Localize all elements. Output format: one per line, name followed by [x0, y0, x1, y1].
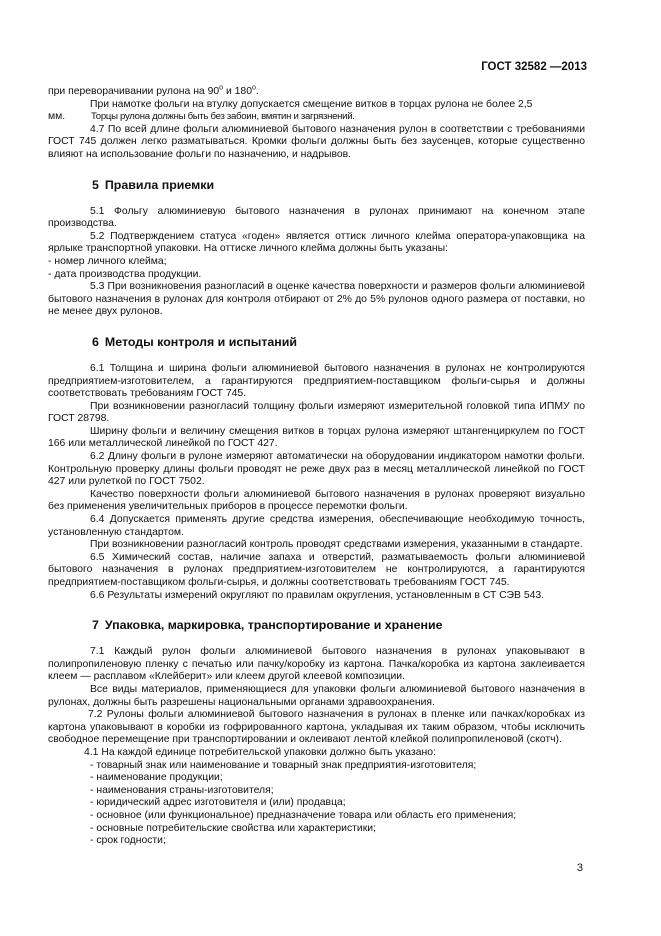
- list-item: - дата производства продукции.: [48, 268, 202, 280]
- paragraph: Качество поверхности фольги алюминиевой бытового назначения в рулонах проверяют визуально без применения увеличительных приборов в процессе перемотки фольги.: [48, 488, 585, 513]
- section-heading: 5 Правила приемки: [92, 177, 215, 192]
- list-item: - наименования страны-изготовителя;: [90, 784, 274, 796]
- page-content: [48, 86, 585, 848]
- paragraph: 4.7 По всей длине фольги алюминиевой бытового назначения рулон в соответствии с требованиями ГОСТ 745 должен легко разматываться. Кромки фольги должны быть без заусенцев, которые существенно влияют на использование фольги по назначению, и надрывов.: [48, 123, 585, 160]
- paragraph: При возникновении разногласий контроль проводят средствами измерения, указанными в стандарте.: [90, 539, 583, 551]
- paragraph: Ширину фольги и величину смещения витков в торцах рулона измеряют штангенциркулем по ГОСТ 166 или металлической линейкой по ГОСТ 427.: [48, 425, 585, 450]
- paragraph: 6.5 Химический состав, наличие запаха и отверстий, разматываемость фольги алюминиевой бытового назначения в рулонах предприятием-изготовителем не контролируются, а гарантируются предприятием-поставщиком фольги-сырья, и должны соответствовать требованиям ГОСТ 745.: [48, 551, 585, 588]
- list-item: - наименование продукции;: [90, 772, 223, 784]
- paragraph: 6.6 Результаты измерений округляют по правилам округления, установленным в СТ СЭВ 543.: [90, 589, 545, 601]
- paragraph: 5.2 Подтверждением статуса «годен» является оттиск личного клейма оператора-упаковщика на ярлыке транспортной упаковки. На оттиске личного клейма должны быть указаны:: [48, 230, 585, 255]
- list-item: - основное (или функциональное) предназначение товара или область его применения;: [90, 809, 517, 821]
- document-code: ГОСТ 32582 —2013: [481, 61, 587, 73]
- paragraph: 6.4 Допускается применять другие средства измерения, обеспечивающие необходимую точность, установленную стандартом.: [48, 514, 585, 538]
- paragraph: 6.2 Длину фольги в рулоне измеряют автоматически на оборудовании индикатором намотки фольги. Контрольную проверку длины фольги проводят не реже двух раз в месяц металлической линейкой по ГОСТ 427 или рулеткой по ГОСТ 7502.: [48, 451, 585, 488]
- list-item: - юридический адрес изготовителя и (или) продавца;: [90, 797, 346, 809]
- paragraph: При возникновении разногласий толщину фольги измеряют измерительной головкой типа ИПМУ по ГОСТ 28798.: [48, 400, 585, 425]
- list-item: - срок годности;: [90, 835, 166, 847]
- paragraph: 5.1 Фольгу алюминиевую бытового назначения в рулонах принимают на конечном этапе производства.: [48, 205, 585, 230]
- paragraph: Все виды материалов, применяющиеся для упаковки фольги алюминиевой бытового назначения в рулонах, должны быть разрешены национальными органами здравоохранения.: [48, 683, 585, 708]
- paragraph: 4.1 На каждой единице потребительской упаковки должно быть указано:: [84, 746, 436, 758]
- list-item: - товарный знак или наименование и товарный знак предприятия-изготовителя;: [90, 759, 477, 771]
- paragraph: при переворачивании рулона на 90$^o$ и 180$^o$.: [48, 84, 259, 97]
- paragraph: 7.1 Каждый рулон фольги алюминиевой бытового назначения в рулонах упаковывают в полипропиленовую пленку с печатью или пачку/коробку из картона. Пачка/коробка из картона заклеивается клеем — расплавом «Клейберит» или клеем другой клеевой композиции.: [48, 646, 585, 683]
- section-heading: 6 Методы контроля и испытаний: [92, 334, 297, 349]
- paragraph: мм. Торцы рулона должны быть без забоин, вмятин и загрязнений.: [48, 111, 355, 123]
- list-item: - основные потребительские свойства или характеристики;: [90, 822, 376, 834]
- paragraph: 7.2 Рулоны фольги алюминиевой бытового назначения в рулонах в пленке или пачках/коробках из картона упаковывают в коробки из гофрированного картона, укладывая их таким образом, чтобы исключить свободное перемещение при транспортировании и оклеивают лентой клейкой полипропиленовой (скотч).: [48, 709, 585, 746]
- paragraph: 6.1 Толщина и ширина фольги алюминиевой бытового назначения в рулонах не контролируются предприятием-изготовителем, а гарантируются предприятием-поставщиком фольги-сырья и должны соответствовать требованиям ГОСТ 745.: [48, 362, 585, 400]
- page-number: 3: [576, 862, 583, 874]
- list-item: - номер личного клейма;: [48, 255, 167, 267]
- paragraph: 5.3 При возникновения разногласий в оценке качества поверхности и размеров фольги алюминиевой бытового назначения в рулонах для контроля отбирают от 2% до 5% рулонов одного размера от поставки, но не менее двух рулонов.: [48, 281, 585, 318]
- section-heading: 7 Упаковка, маркировка, транспортирование и хранение: [92, 618, 443, 633]
- paragraph: При намотке фольги на втулку допускается смещение витков в торцах рулона не более 2,5: [90, 98, 533, 110]
